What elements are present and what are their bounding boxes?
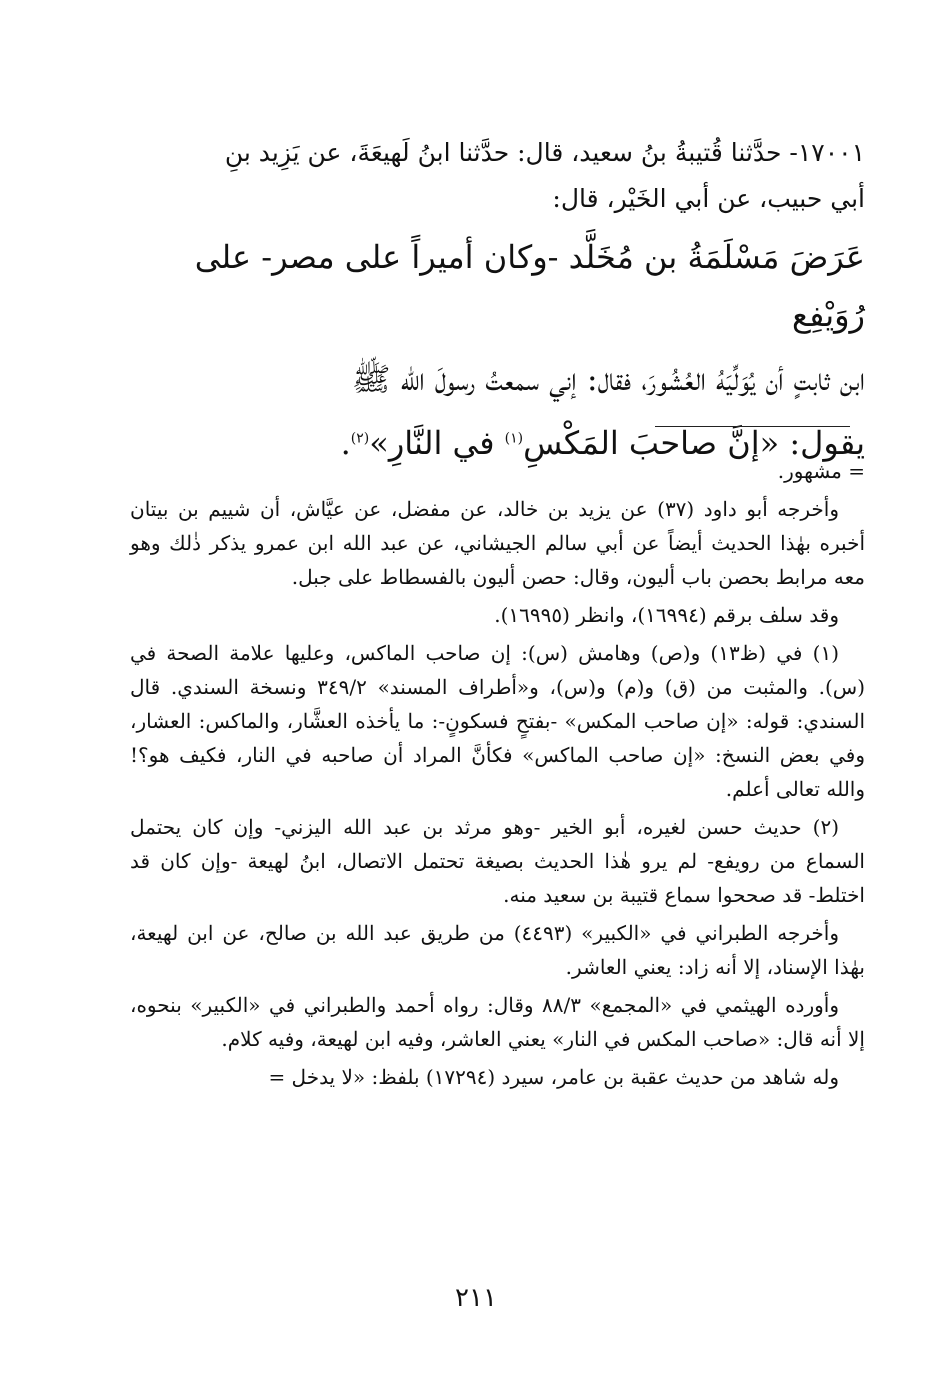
matn-text: . (340, 424, 351, 462)
matn-line: ابن ثابتٍ أن يُوَلِّيَهُ العُشُورَ، فقال: إني سمعتُ رسولَ الله ﷺ (351, 360, 865, 398)
footnotes (130, 454, 865, 1098)
footnote-2: (٢) حديث حسن لغيره، أبو الخير -وهو مرثد بن عبد الله اليزني- وإن كان يحتمل السماع من رويفع- لم يرو هٰذا الحديث بصيغة تحتمل الاتصال، ابنُ لهيعة -وإن كان قد اختلط- قد صححوا سماع قتيبة بن سعيد منه. (130, 815, 865, 907)
matn-text: في النَّارِ» (369, 424, 505, 462)
footnote-marker: (٢) (350, 430, 370, 447)
note-paragraph: وله شاهد من حديث عقبة بن عامر، سيرد (١٧٢٩٤) بلفظ: «لا يدخل = (268, 1065, 839, 1089)
matn-text: يقول: «إنَّ صاحبَ المَكْسِ (523, 424, 865, 462)
note-paragraph: وقد سلف برقم (١٦٩٩٤)، وانظر (١٦٩٩٥). (494, 603, 839, 627)
isnad-line: ١٧٠٠١- حدَّثنا قُتيبةُ بنُ سعيد، قال: حدَّثنا ابنُ لَهيعَةَ، عن يَزِيد بنِ (224, 138, 865, 167)
footnote-marker: (١) (504, 430, 524, 447)
footnote-divider (655, 426, 850, 427)
note-paragraph: وأخرجه الطبراني في «الكبير» (٤٤٩٣) من طريق عبد الله بن صالح، عن ابن لهيعة، بهٰذا الإسناد، إلا أنه زاد: يعني العاشر. (130, 921, 865, 979)
isnad-line: أبي حبيب، عن أبي الخَيْر، قال: (552, 184, 865, 213)
note-paragraph: وأخرجه أبو داود (٣٧) عن يزيد بن خالد، عن مفضل، عن عيَّاش، أن شييم بن بيتان أخبره بهٰذا الحديث أيضاً عن أبي سالم الجيشاني، عن عبد الله ابن عمرو يذكر ذٰلك وهو معه مرابط بحصن باب أليون، وقال: حصن أليون بالفسطاط على جبل. (130, 497, 865, 589)
matn-line: عَرَضَ مَسْلَمَةُ بن مُخَلَّد -وكان أميراً على مصر- على رُوَيْفِع (194, 238, 865, 334)
footnote-1: (١) في (ظ١٣) و(ص) وهامش (س): إن صاحب الماكس، وعليها علامة الصحة في (س). والمثبت من (ق) و(م) و(س)، و«أطراف المسند» ٣٤٩/٢ ونسخة السندي. قال السندي: قوله: «إن صاحب المكس» -بفتحٍ فسكونٍ-: ما يأخذه العشَّار، والماكس: العشار، وفي بعض النسخ: «إن صاحب الماكس» فكأنَّ المراد أن صاحبه في النار، فكيف هو؟! والله تعالى أعلم. (130, 641, 866, 801)
hadith-text (140, 130, 865, 472)
note-continuation: = مشهور. (777, 459, 865, 483)
note-paragraph: وأورده الهيثمي في «المجمع» ٨٨/٣ وقال: رواه أحمد والطبراني في «الكبير» بنحوه، إلا أنه قال: «صاحب المكس في النار» يعني العاشر، وفيه ابن لهيعة، وفيه كلام. (130, 993, 865, 1051)
page-number: ٢١١ (455, 1283, 497, 1313)
